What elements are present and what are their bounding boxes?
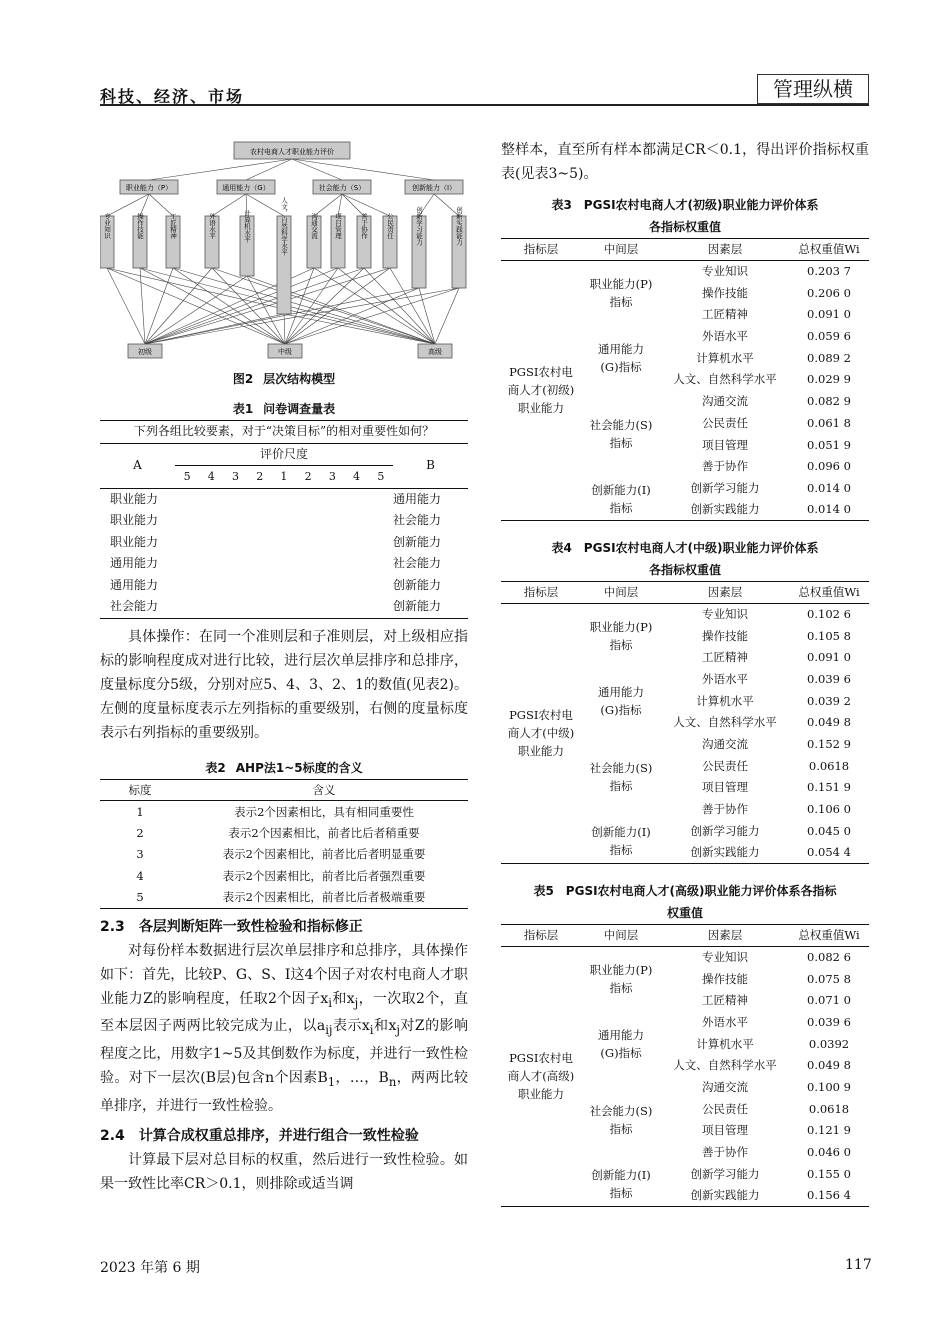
caption-number: 图2 [232,372,254,386]
weight-value: 0.091 0 [807,650,851,665]
connector-line [145,268,173,344]
factor-name: 项目管理 [702,437,748,452]
row-b: 社会能力 [393,513,442,527]
diagram-leaf-label: 创新学习能力 [415,206,423,246]
diagram-group-label: 职业能力（P） [125,184,173,192]
diagram-bottom-1 [268,344,302,358]
weight-value: 0.059 6 [807,329,851,344]
table-row [100,553,468,575]
caption-text: AHP法1~5标度的含义 [235,760,363,775]
table-1-col-scale: 评价尺度 [175,443,393,466]
scale-tick: 5 [175,466,199,489]
row-b: 通用能力 [393,491,442,506]
scale-meaning: 表示2个因素相比，具有相同重要性 [234,804,414,819]
diagram-leaf-9 [383,213,397,268]
middle-layer: 创新能力(I)指标 [591,1168,651,1201]
scale-value: 3 [136,847,144,862]
factor-name: 工匠精神 [702,650,748,665]
diagram-leaf-6 [307,212,321,268]
connector-line [107,268,435,344]
table-row [501,946,869,968]
column-header: 指标层 [501,924,581,946]
factor-name: 操作技能 [702,628,748,643]
middle-layer: 创新能力(I)指标 [591,482,651,515]
left-column [100,130,468,1196]
diagram-bottom-0 [128,344,162,358]
diagram-leaf-label: 项目管理 [334,213,342,239]
connector-line [212,268,285,344]
weight-value: 0.049 8 [807,1058,851,1073]
weight-value: 0.046 0 [807,1145,851,1160]
column-header: 总权重值Wi [789,924,869,946]
diagram-bottom-2 [418,344,452,358]
factor-name: 计算机水平 [696,693,754,708]
table-row [100,822,468,844]
weight-value: 0.049 8 [807,715,851,730]
indicator-layer: PGSI农村电商人才(中级)职业能力 [507,708,575,759]
diagram-leaf-label: 外语水平 [208,213,216,239]
weight-value: 0.0618 [808,1101,850,1116]
row-b: 社会能力 [393,556,442,570]
paragraph-weights: 计算最下层对总目标的权重，然后进行一致性检验。如果一致性比率CR＞0.1，则排除或适当调 [100,1151,468,1192]
factor-name: 善于协作 [702,802,748,817]
connector-line [140,268,145,344]
column-header: 指标层 [501,239,581,261]
scale-value: 5 [136,890,144,904]
connector-line [284,314,285,344]
factor-name: 善于协作 [702,1145,748,1160]
factor-name: 创新学习能力 [690,1166,760,1181]
weight-value: 0.054 4 [807,845,851,860]
diagram-leaf-11 [452,205,466,288]
section-2-3-heading [100,915,468,939]
row-a: 职业能力 [110,513,159,527]
diagram-leaf-7 [331,213,345,268]
scale-tick: 3 [320,466,344,489]
hierarchy-diagram [100,130,468,366]
diagram-leaf-nodes [100,195,466,314]
table-5-caption [501,882,869,922]
connector-line [212,194,246,216]
diagram-leaf-2 [166,213,180,268]
factor-name: 项目管理 [702,1123,748,1138]
weight-value: 0.151 9 [807,780,851,795]
scale-meaning: 表示2个因素相比，前者比后者稍重要 [228,825,420,840]
column-header: 指标层 [501,581,581,603]
scale-meaning: 表示2个因素相比，前者比后者强烈重要 [222,868,426,883]
table-5 [501,924,869,1207]
factor-name: 操作技能 [702,285,748,300]
weight-value: 0.051 9 [807,437,851,452]
diagram-root-label: 农村电商人才职业能力评价 [250,148,334,156]
diagram-bottom-label: 中级 [278,348,292,356]
weight-value: 0.014 0 [807,480,851,495]
column-header: 中间层 [581,239,661,261]
weight-value: 0.203 7 [807,264,851,279]
column-header: 因素层 [661,581,789,603]
factor-name: 专业知识 [702,607,748,622]
row-b: 创新能力 [393,534,442,549]
diagram-leaf-3 [205,212,219,268]
factor-name: 计算机水平 [696,1036,754,1051]
connector-line [145,268,390,344]
weight-value: 0.045 0 [807,823,851,838]
section-title: 各层判断矩阵一致性检验和指标修正 [138,918,363,935]
running-header-left: 科技、经济、市场 [100,87,245,106]
scale-tick: 4 [199,466,223,489]
factor-name: 沟通交流 [702,394,748,409]
connector-line [107,268,285,344]
column-header: 因素层 [661,924,789,946]
diagram-group-0 [120,180,178,194]
table-row [100,844,468,866]
diagram-leaf-10 [412,205,426,288]
table-1 [100,420,468,619]
table-2 [100,779,468,909]
factor-name: 专业知识 [702,264,748,279]
table-row [100,488,468,510]
caption-line: 表4 PGSI农村电商人才(中级)职业能力评价体系 [551,540,819,555]
scale-tick: 4 [344,466,368,489]
table-3-caption [501,196,869,236]
weight-value: 0.100 9 [807,1080,851,1095]
weight-value: 0.155 0 [807,1166,851,1181]
diagram-leaf-label: 专业知识 [103,213,111,239]
factor-name: 操作技能 [702,971,748,986]
table-1-col-b: B [393,443,468,488]
row-a: 职业能力 [110,534,159,549]
scale-tick: 2 [296,466,320,489]
weight-value: 0.102 6 [807,607,851,622]
table-row [100,575,468,597]
factor-name: 专业知识 [702,950,748,965]
diagram-leaf-label: 工匠精神 [169,213,177,239]
row-b: 创新能力 [393,599,442,613]
indicator-layer: PGSI农村电商人才(高级)职业能力 [507,1051,575,1102]
diagram-leaf-0 [100,212,114,268]
table-row [501,260,869,282]
diagram-group-2 [313,180,371,194]
caption-line: 表5 PGSI农村电商人才(高级)职业能力评价体系各指标 [533,883,837,898]
factor-name: 计算机水平 [696,350,754,365]
diagram-group-label: 创新能力（I） [411,184,457,192]
weight-value: 0.105 8 [807,628,851,643]
caption-text: 问卷调查量表 [263,402,336,416]
connector-line [292,159,342,180]
middle-layer: 社会能力(S)指标 [589,417,653,450]
table-3 [501,238,869,521]
caption-line: 表3 PGSI农村电商人才(初级)职业能力评价体系 [551,198,819,212]
scale-value: 4 [136,868,144,883]
section-2-4-heading [100,1124,468,1148]
weight-value: 0.039 6 [807,672,851,687]
middle-layer: 职业能力(P)指标 [589,962,653,995]
scale-tick: 5 [369,466,393,489]
diagram-leaf-label: 善于协作 [360,213,368,239]
factor-name: 沟通交流 [702,1080,748,1095]
weight-value: 0.152 9 [807,737,851,752]
table-row [100,596,468,618]
diagram-leaf-label: 创新实践能力 [455,206,463,246]
table-row [100,510,468,532]
scale-value: 1 [136,804,144,819]
diagram-leaf-5 [277,195,291,314]
header-rule [100,104,869,106]
factor-name: 人文、自然科学水平 [673,1058,777,1073]
section-title: 计算合成权重总排序，并进行组合一致性检验 [138,1127,419,1144]
figure-2-caption [100,370,468,388]
diagram-group-label: 通用能力（G） [222,184,270,192]
diagram-leaf-8 [357,212,371,268]
factor-name: 项目管理 [702,780,748,795]
connector-line [107,268,145,344]
scale-meaning: 表示2个因素相比，前者比后者极端重要 [222,890,426,904]
column-header: 因素层 [661,239,789,261]
caption-number: 表2 [205,760,226,775]
weight-value: 0.206 0 [807,285,851,300]
weight-value: 0.096 0 [807,459,851,474]
weight-value: 0.039 2 [807,693,851,708]
diagram-group-3 [405,180,463,194]
table-1-col-a: A [100,443,175,488]
connector-line [212,268,435,344]
table-2-caption [100,759,468,777]
weight-value: 0.121 9 [807,1123,851,1138]
diagram-leaf-label: 计算机水平 [243,209,251,243]
factor-name: 外语水平 [702,329,748,344]
middle-layer: 社会能力(S)指标 [589,760,653,793]
row-a: 通用能力 [110,556,159,570]
table-row [100,532,468,554]
middle-layer: 通用能力(G)指标 [598,1027,644,1060]
table-4-caption [501,539,869,579]
paragraph-consistency: 对每份样本数据进行层次单层排序和总排序，具体操作如下：首先，比较P、G、S、I这4个因子对农村电商人才职业能力Z的影响程度，任取2个因子$x_i$和$x_j$，一次取2个，直至本层因子两两比较完成为止，以$a_{ij}$表示$x_i$和$x_j$对Z的影响程度之比，用数字1~5及其倒数作为标度，并进行一致性检验。对下一层次(B层)包含n个因素$B_1$，…，$B_n$，两两比较单排序，并进行一致性检验。 [100,942,468,1114]
middle-layer: 社会能力(S)指标 [589,1103,653,1136]
diagram-leaf-4 [240,208,254,276]
table-row [100,887,468,909]
factor-name: 创新实践能力 [690,845,760,860]
caption-line: 各指标权重值 [648,562,721,577]
weight-value: 0.082 6 [807,950,851,965]
table-2-col-scale: 标度 [100,779,180,801]
diagram-leaf-label: 公民责任 [386,213,394,239]
page-number: 117 [845,1257,872,1273]
column-header: 中间层 [581,924,661,946]
weight-value: 0.106 0 [807,802,851,817]
factor-name: 公民责任 [702,1101,748,1116]
weight-value: 0.091 0 [807,307,851,322]
factor-name: 创新学习能力 [690,823,760,838]
column-header: 总权重值Wi [789,239,869,261]
row-b: 创新能力 [393,577,442,592]
connector-line [246,194,284,216]
running-header-right: 管理纵横 [757,74,869,104]
middle-layer: 创新能力(I)指标 [591,825,651,858]
row-a: 社会能力 [110,599,159,613]
diagram-leaf-label: 人文、自然科学水平 [280,196,288,256]
paragraph-procedure: 具体操作：在同一个准则层和子准则层，对上级相应指标的影响程度成对进行比较，进行层次单层排序和总排序，度量标度分5级，分别对应5、4、3、2、1的数值(见表2)。左侧的度量标度表示左列指标的重要级别，右侧的度量标度表示右列指标的重要级别。 [100,628,468,741]
weight-value: 0.075 8 [807,971,851,986]
caption-number: 表1 [232,402,254,416]
table-4 [501,581,869,864]
section-number: 2.3 [100,918,125,935]
table-2-col-meaning: 含义 [180,779,468,801]
diagram-leaf-label: 沟通交流 [310,213,318,239]
weight-value: 0.0392 [808,1036,850,1051]
factor-name: 人文、自然科学水平 [673,372,777,387]
weight-value: 0.0618 [808,758,850,773]
weight-value: 0.089 2 [807,350,851,365]
paragraph-weights-continued: 整样本，直至所有样本都满足CR＜0.1，得出评价指标权重表(见表3~5)。 [501,142,869,182]
table-1-caption [100,400,468,418]
factor-name: 善于协作 [702,459,748,474]
scale-tick: 2 [248,466,272,489]
weight-value: 0.039 6 [807,1014,851,1029]
column-header: 总权重值Wi [789,581,869,603]
connector-line [292,159,434,180]
connector-line [285,268,364,344]
table-1-question: 下列各组比较要素，对于“决策目标”的相对重要性如何？ [100,421,468,444]
scale-meaning: 表示2个因素相比，前者比后者明显重要 [222,847,426,862]
diagram-group-label: 社会能力（S） [318,184,366,192]
weight-value: 0.061 8 [807,415,851,430]
column-header: 中间层 [581,581,661,603]
figure-2 [100,130,468,366]
table-row [100,801,468,823]
factor-name: 创新实践能力 [690,1188,760,1203]
caption-line: 各指标权重值 [648,220,721,234]
weight-value: 0.082 9 [807,394,851,409]
factor-name: 公民责任 [702,758,748,773]
diagram-bottom-label: 初级 [138,348,152,356]
factor-name: 外语水平 [702,1014,748,1029]
factor-name: 外语水平 [702,672,748,687]
middle-layer: 通用能力(G)指标 [598,684,644,717]
row-a: 职业能力 [110,491,159,506]
diagram-bottom-label: 高级 [428,348,442,356]
diagram-leaf-1 [133,212,147,268]
scale-tick: 1 [272,466,296,489]
middle-layer: 通用能力(G)指标 [598,341,644,374]
table-row [100,865,468,887]
factor-name: 公民责任 [702,415,748,430]
factor-name: 工匠精神 [702,993,748,1008]
caption-text: 层次结构模型 [263,372,336,386]
caption-line: 权重值 [666,905,703,920]
connector-line [149,159,292,180]
right-column [501,138,869,1207]
weight-value: 0.014 0 [807,502,851,517]
factor-name: 创新实践能力 [690,502,760,517]
weight-value: 0.071 0 [807,993,851,1008]
factor-name: 人文、自然科学水平 [673,715,777,730]
diagram-group-1 [217,180,275,194]
section-number: 2.4 [100,1127,125,1144]
weight-tables [501,196,869,1207]
footer-issue: 2023 年第 6 期 [100,1260,200,1276]
scale-value: 2 [136,825,144,840]
factor-name: 沟通交流 [702,737,748,752]
factor-name: 工匠精神 [702,307,748,322]
connector-line [435,288,459,344]
middle-layer: 职业能力(P)指标 [589,619,653,652]
row-a: 通用能力 [110,577,159,592]
diagram-leaf-label: 操作技能 [136,213,144,239]
indicator-layer: PGSI农村电商人才(初级)职业能力 [507,365,575,416]
table-row [501,603,869,625]
weight-value: 0.156 4 [807,1188,851,1203]
factor-name: 创新学习能力 [690,480,760,495]
scale-tick: 3 [223,466,247,489]
weight-value: 0.029 9 [807,372,851,387]
middle-layer: 职业能力(P)指标 [589,276,653,309]
